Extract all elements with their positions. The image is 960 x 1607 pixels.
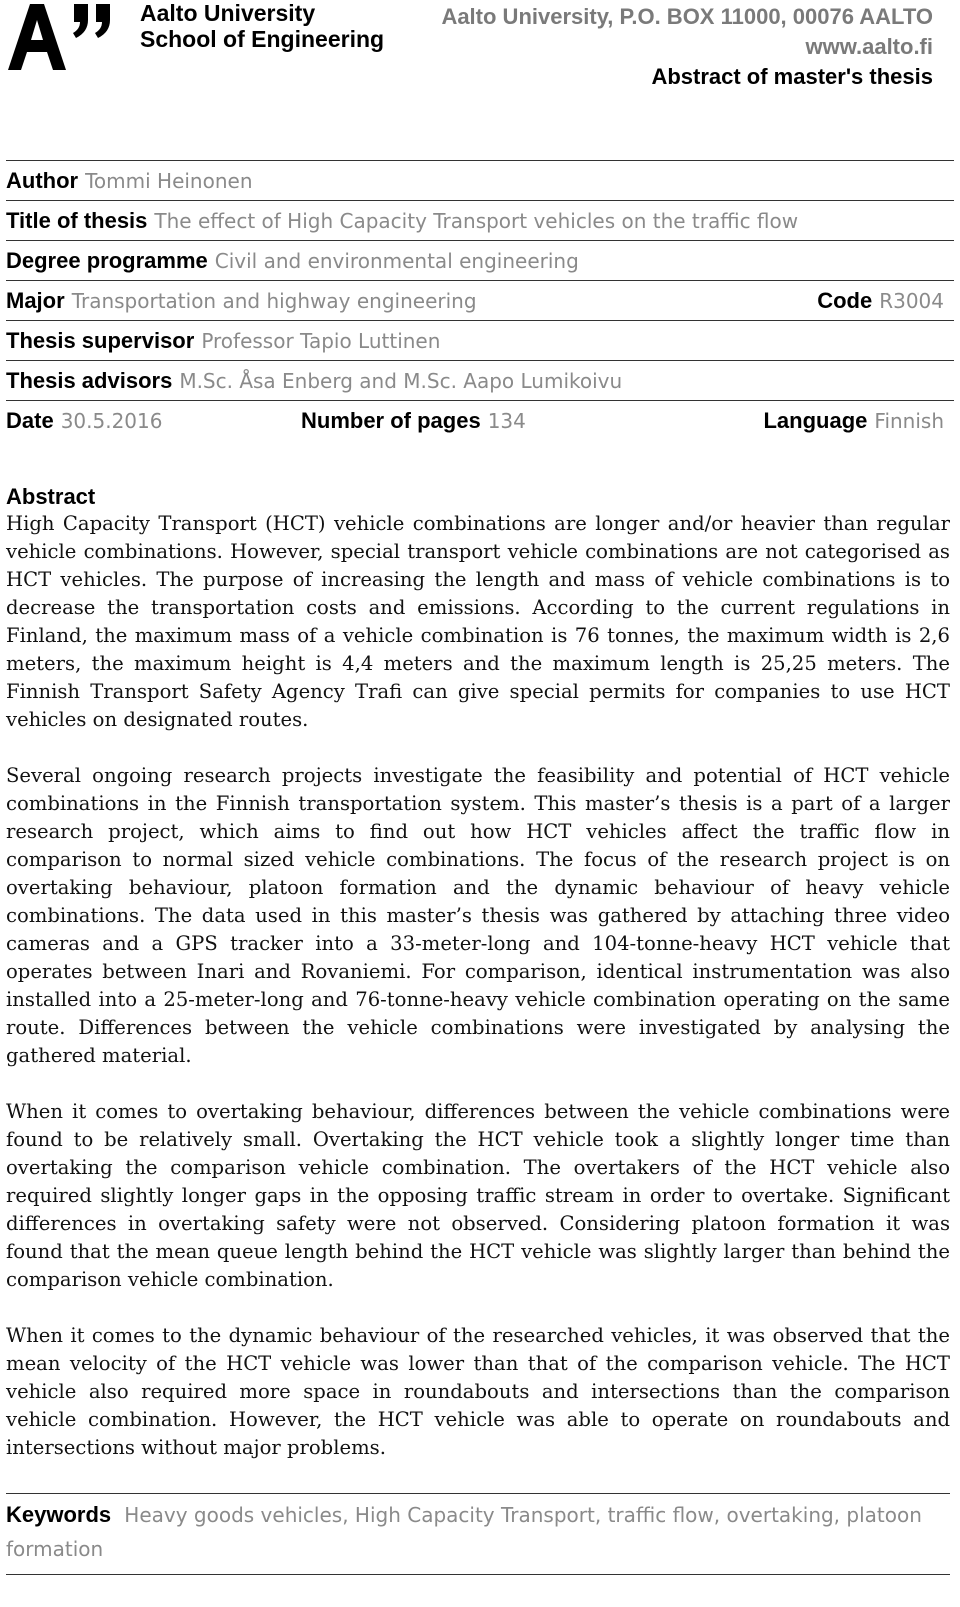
supervisor-label: Thesis supervisor [6, 327, 195, 353]
language-value: Finnish [874, 408, 944, 433]
title-label: Title of thesis [6, 207, 148, 233]
code-value: R3004 [879, 288, 944, 313]
advisors-row [6, 360, 954, 400]
title-row [6, 200, 954, 240]
abstract-body [6, 510, 950, 1490]
abstract-paragraph: When it comes to overtaking behaviour, differences between the vehicle combinations were found to be relatively small. Overtaking the HCT vehicle took a slightly longer time than overtaking the comparison vehicle combination. The overtakers of the HCT vehicle also required slightly longer gaps in the opposing traffic stream in order to overtake. Significant differences in overtaking safety were not observed. Considering platoon formation it was found that the mean queue length behind the HCT vehicle was slightly larger than behind the comparison vehicle combination. [6, 1100, 950, 1291]
language-label: Language [763, 407, 868, 433]
title-value: The effect of High Capacity Transport vehicles on the traffic flow [154, 208, 799, 233]
date-row [6, 400, 954, 440]
major-label: Major [6, 287, 65, 313]
keywords-value: Heavy goods vehicles, High Capacity Transport, traffic flow, overtaking, platoon formation [6, 1503, 922, 1561]
date-value: 30.5.2016 [60, 408, 163, 433]
degree-value: Civil and environmental engineering [214, 248, 579, 273]
advisors-value: M.Sc. Åsa Enberg and M.Sc. Aapo Lumikoivu [179, 368, 623, 393]
language-field [763, 408, 944, 434]
pages-label: Number of pages [301, 407, 481, 433]
major-value: Transportation and highway engineering [71, 288, 477, 313]
document-type: Abstract of master's thesis [651, 64, 933, 89]
supervisor-value: Professor Tapio Luttinen [201, 328, 441, 353]
abstract-paragraph: Several ongoing research projects investigate the feasibility and potential of HCT vehicle combinations in the Finnish transportation system. This master’s thesis is a part of a larger research project, which aims to find out how HCT vehicles affect the traffic flow in comparison to normal sized vehicle combinations. The focus of the research project is on overtaking behaviour, platoon formation and the dynamic behaviour of heavy vehicle combinations. The data used in this master’s thesis was gathered by attaching three video cameras and a GPS tracker into a 33-meter-long and 104-tonne-heavy HCT vehicle that operates between Inari and Rovaniemi. For comparison, identical instrumentation was also installed into a 25-meter-long and 76-tonne-heavy vehicle combination operating on the same route. Differences between the vehicle combinations were investigated by analysing the gathered material. [6, 764, 950, 1067]
author-row [6, 160, 954, 200]
pages-field [301, 408, 526, 434]
advisors-label: Thesis advisors [6, 367, 173, 393]
code-label: Code [817, 287, 873, 313]
author-value: Tommi Heinonen [85, 168, 253, 193]
degree-row [6, 240, 954, 280]
pages-value: 134 [487, 408, 526, 433]
code-field [817, 288, 944, 314]
abstract-paragraph: When it comes to the dynamic behaviour of the researched vehicles, it was observed that the mean velocity of the HCT vehicle was lower than that of the comparison vehicle. The HCT vehicle also required more space in roundabouts and intersections than the comparison vehicle combination. However, the HCT vehicle was able to operate on roundabouts and intersections without major problems. [6, 1324, 950, 1459]
author-label: Author [6, 167, 79, 193]
header-contact [441, 2, 933, 92]
date-label: Date [6, 407, 54, 433]
keywords-row [6, 1493, 950, 1575]
university-name [140, 0, 384, 52]
website-link[interactable]: www.aalto.fi [805, 34, 933, 59]
thesis-metadata [6, 160, 954, 440]
degree-label: Degree programme [6, 247, 208, 273]
postal-address: Aalto University, P.O. BOX 11000, 00076 AALTO [441, 4, 933, 29]
abstract-paragraph: High Capacity Transport (HCT) vehicle combinations are longer and/or heavier than regular vehicle combinations. However, special transport vehicle combinations are not categorised as HCT vehicles. The purpose of increasing the length and mass of vehicle combinations is to decrease the transportation costs and emissions. According to the current regulations in Finland, the maximum mass of a vehicle combination is 76 tonnes, the maximum width is 2,6 meters, the maximum height is 4,4 meters and the maximum length is 25,25 meters. The Finnish Transport Safety Agency Trafi can give special permits for companies to use HCT vehicles on designated routes. [6, 512, 950, 731]
university-line2: School of Engineering [140, 26, 385, 52]
aalto-logo [8, 2, 116, 72]
supervisor-row [6, 320, 954, 360]
keywords-label: Keywords [6, 1502, 112, 1527]
major-row [6, 280, 954, 320]
abstract-heading: Abstract [6, 484, 96, 509]
university-line1: Aalto University [140, 0, 316, 26]
